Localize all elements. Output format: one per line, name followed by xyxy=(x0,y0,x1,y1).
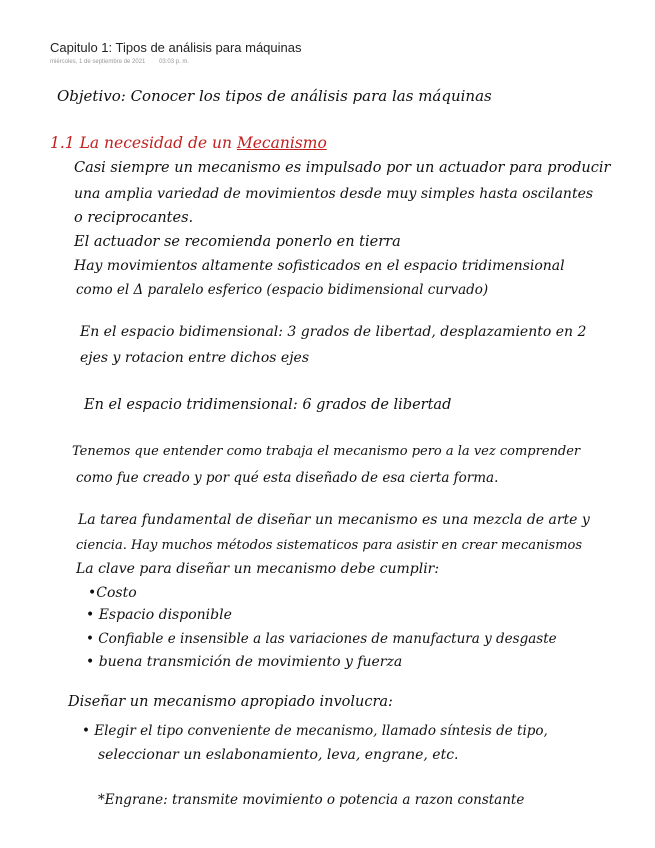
page-metadata xyxy=(50,59,189,65)
note-line: Diseñar un mecanismo apropiado involucra: xyxy=(68,694,393,710)
requirement-item: • Confiable e insensible a las variaciones de manufactura y desgaste xyxy=(86,631,557,647)
note-line: seleccionar un eslabonamiento, leva, engrane, etc. xyxy=(98,747,459,763)
note-line: Tenemos que entender como trabaja el mecanismo pero a la vez comprender xyxy=(72,444,581,459)
page-date: miércoles, 1 de septiembre de 2021 xyxy=(50,59,146,65)
note-line: ciencia. Hay muchos métodos sistematicos para asistir en crear mecanismos xyxy=(76,538,583,553)
note-line: una amplia variedad de movimientos desde muy simples hasta oscilantes xyxy=(74,186,594,202)
note-line: • Elegir el tipo conveniente de mecanismo, llamado síntesis de tipo, xyxy=(82,723,548,739)
note-line: En el espacio bidimensional: 3 grados de libertad, desplazamiento en 2 xyxy=(80,324,587,340)
section-heading-prefix: 1.1 La necesidad de un xyxy=(50,134,237,152)
note-line: Casi siempre un mecanismo es impulsado por un actuador para producir xyxy=(74,160,611,176)
note-line: *Engrane: transmite movimiento o potencia a razon constante xyxy=(98,792,525,808)
note-line: o reciprocantes. xyxy=(74,210,194,226)
note-line: La clave para diseñar un mecanismo debe cumplir: xyxy=(76,561,440,577)
note-line: El actuador se recomienda ponerlo en tierra xyxy=(74,234,401,250)
note-line: En el espacio tridimensional: 6 grados de libertad xyxy=(84,397,452,413)
requirement-item: •Costo xyxy=(88,585,137,601)
requirement-item: • buena transmición de movimiento y fuerza xyxy=(86,654,403,670)
note-line: ejes y rotacion entre dichos ejes xyxy=(80,350,310,366)
note-line: La tarea fundamental de diseñar un mecanismo es una mezcla de arte y xyxy=(78,512,590,528)
requirement-item: • Espacio disponible xyxy=(86,607,232,623)
note-line: Hay movimientos altamente sofisticados en el espacio tridimensional xyxy=(74,258,565,274)
page-title: Capitulo 1: Tipos de análisis para máquinas xyxy=(50,40,302,55)
note-line: como el Δ paralelo esferico (espacio bidimensional curvado) xyxy=(76,282,489,298)
page-time: 03:03 p. m. xyxy=(159,59,190,65)
note-line: como fue creado y por qué esta diseñado de esa cierta forma. xyxy=(76,470,499,486)
section-heading xyxy=(50,134,327,152)
section-heading-keyword: Mecanismo xyxy=(236,134,327,152)
objective-line: Objetivo: Conocer los tipos de análisis para las máquinas xyxy=(57,87,492,105)
